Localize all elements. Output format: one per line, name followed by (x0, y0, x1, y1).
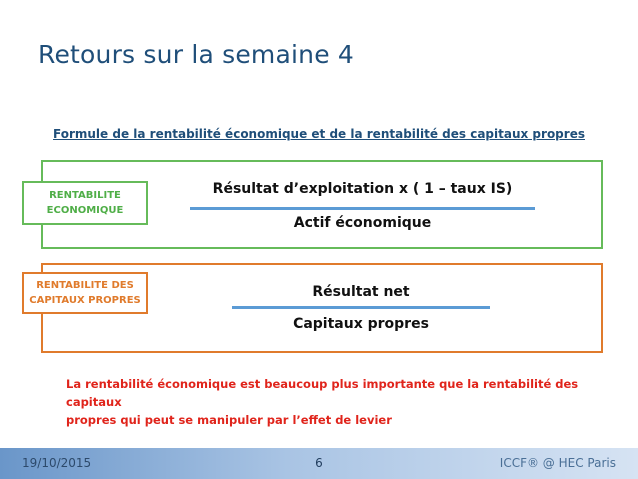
slide-title: Retours sur la semaine 4 (38, 40, 355, 69)
slide-subtitle: Formule de la rentabilité économique et de la rentabilité des capitaux propres (53, 127, 585, 141)
slide-footer (0, 448, 638, 479)
economic-denominator: Actif économique (293, 215, 432, 231)
economic-fraction-bar (190, 207, 535, 210)
economic-label-line2: ECONOMIQUE (46, 205, 124, 216)
conclusion-note-line2: propres qui peut se manipuler par l’effet de levier (66, 413, 392, 427)
equity-profitability-label (22, 272, 148, 314)
equity-fraction-bar (232, 306, 490, 309)
conclusion-note-line1: La rentabilité économique est beaucoup plus importante que la rentabilité des capitaux (66, 377, 579, 409)
equity-label-line2: CAPITAUX PROPRES (29, 295, 141, 306)
economic-numerator: Résultat d’exploitation x ( 1 – taux IS) (212, 181, 513, 197)
equity-denominator: Capitaux propres (293, 316, 429, 332)
equity-label-line1: RENTABILITE DES (36, 280, 134, 291)
equity-numerator: Résultat net (312, 284, 410, 300)
conclusion-note (66, 375, 586, 429)
economic-profitability-label (22, 181, 148, 225)
footer-date: 19/10/2015 (22, 456, 92, 470)
economic-label-line1: RENTABILITE (49, 190, 121, 201)
footer-organization: ICCF® @ HEC Paris (499, 456, 616, 470)
page-number: 6 (315, 456, 323, 470)
